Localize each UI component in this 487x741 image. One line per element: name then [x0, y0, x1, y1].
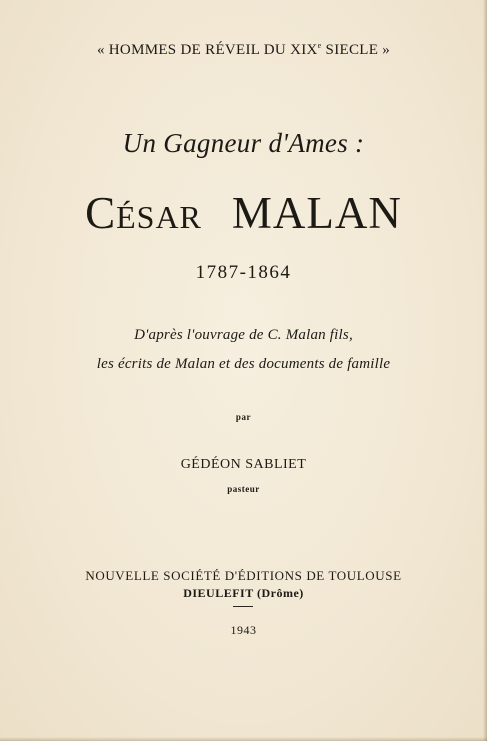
life-dates: 1787-1864	[195, 262, 292, 283]
book-title	[0, 187, 487, 239]
author-name: GÉDÉON SABLIET	[180, 457, 307, 472]
publisher-name: NOUVELLE SOCIÉTÉ D'ÉDITIONS DE TOULOUSE	[85, 568, 402, 583]
book-title-first-name: César	[85, 188, 202, 238]
description-line-2: les écrits de Malan et des documents de famille	[96, 356, 391, 372]
book-subtitle: Un Gagneur d'Ames :	[122, 128, 365, 158]
series-title	[0, 42, 487, 59]
series-title-superscript: e	[317, 41, 322, 50]
page-edge-shadow-bottom	[0, 737, 487, 741]
by-label: par	[235, 412, 252, 422]
divider-rule	[233, 606, 253, 607]
page-edge-shadow-right	[483, 0, 487, 741]
description-line-1: D'après l'ouvrage de C. Malan fils,	[134, 327, 353, 343]
author-role: pasteur	[227, 484, 260, 494]
series-title-suffix: SIECLE »	[321, 42, 391, 58]
series-title-prefix: « HOMMES DE RÉVEIL DU XIX	[96, 42, 318, 58]
book-title-last-name: MALAN	[231, 188, 402, 238]
publication-year: 1943	[230, 623, 257, 637]
publisher-place: DIEULEFIT (Drôme)	[183, 586, 304, 600]
